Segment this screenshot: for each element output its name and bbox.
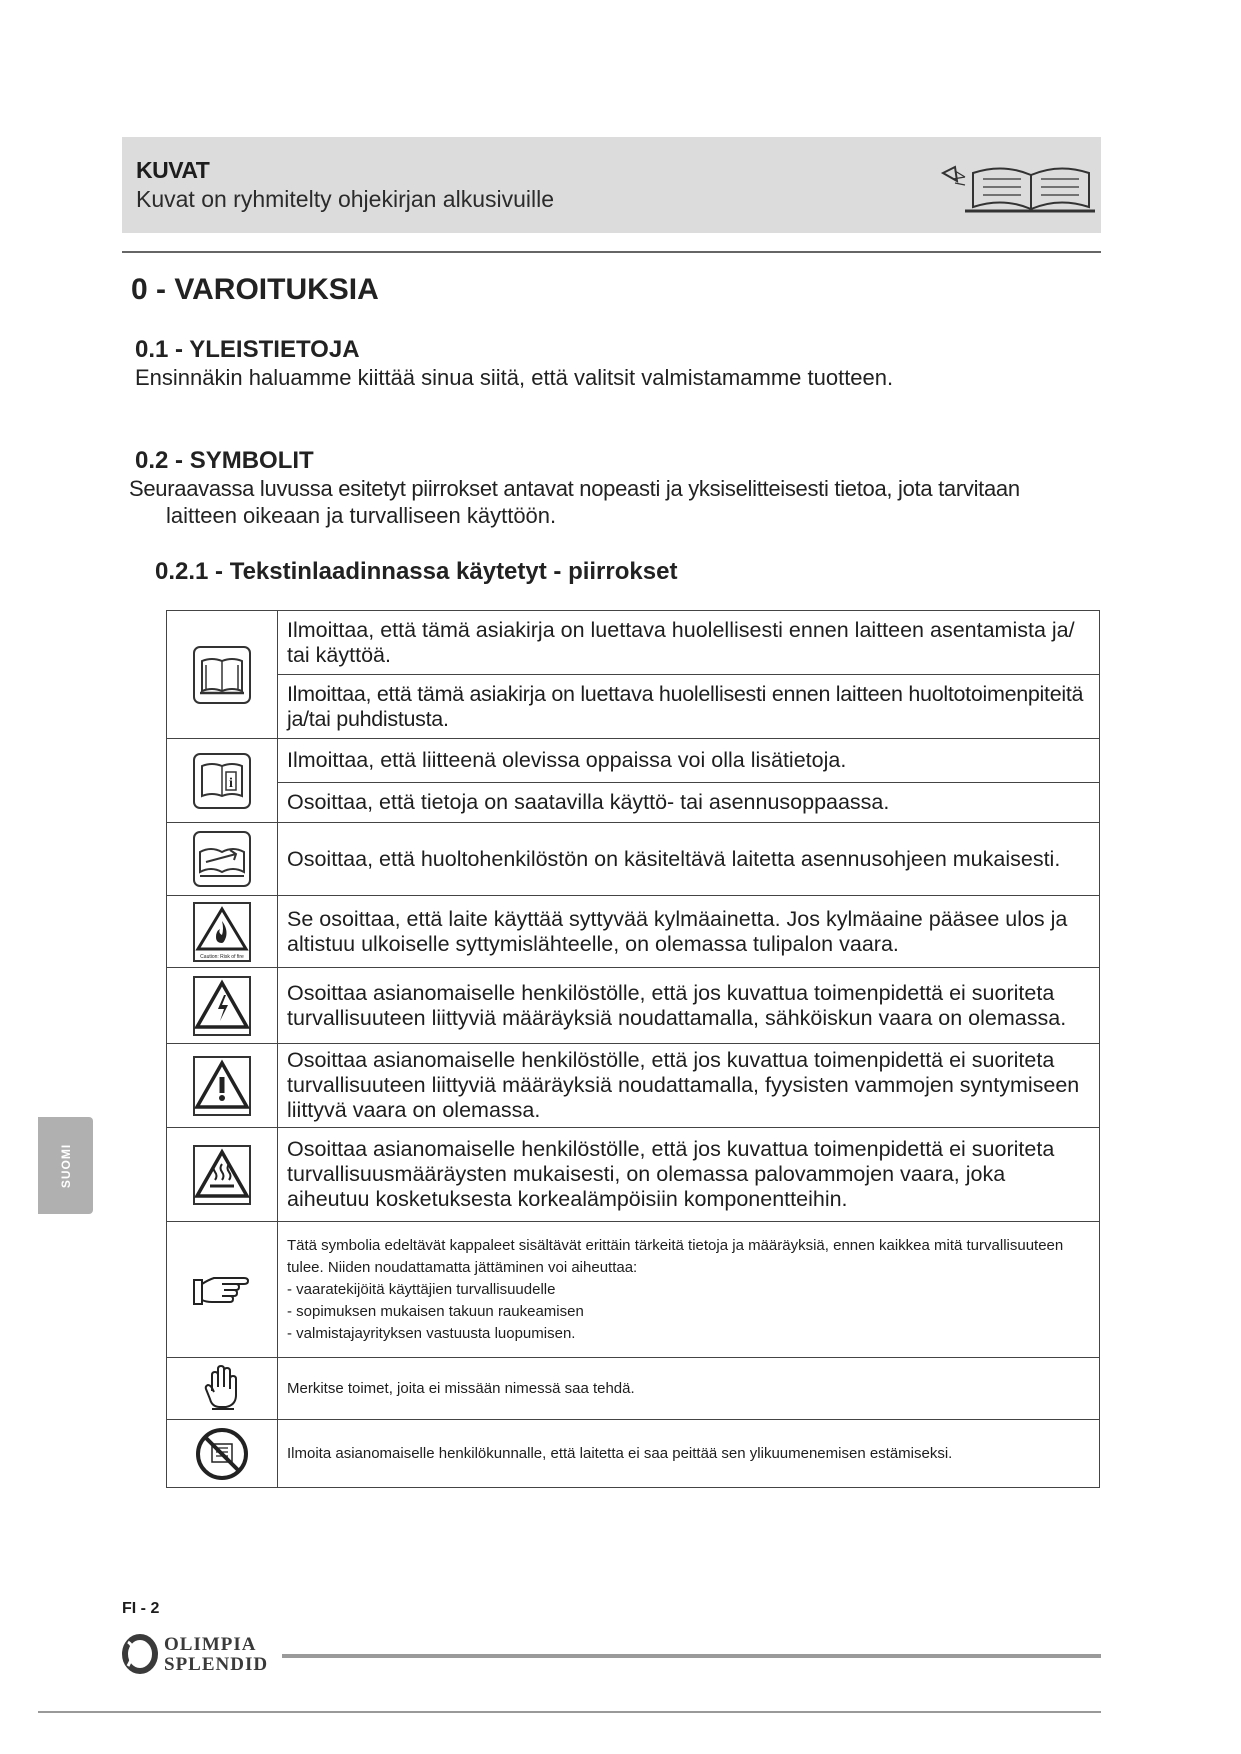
svg-text:i: i <box>229 775 233 791</box>
divider <box>122 251 1101 253</box>
warning-icon <box>192 1055 252 1117</box>
brand-logo <box>120 1634 280 1674</box>
symbol-cell <box>167 1128 278 1222</box>
do-not-cover-icon <box>194 1426 250 1482</box>
section-title-text-symbols: 0.2.1 - Tekstinlaadinnassa käytetyt - piirrokset <box>155 558 678 585</box>
symbol-description: Osoittaa asianomaiselle henkilöstölle, että jos kuvattua toimenpidettä ei suoriteta turvallisuuteen liittyviä määräyksiä noudattamalla, fyysisten vammojen syntymiseen liittyvä vaara on olemassa. <box>278 1044 1100 1128</box>
page-number: FI - 2 <box>122 1600 160 1617</box>
symbols-text-line2: laitteen oikeaan ja turvalliseen käyttöön. <box>166 503 557 528</box>
symbol-cell <box>167 1358 278 1420</box>
table-row <box>167 1420 1100 1488</box>
list-item: - valmistajayrityksen vastuusta luopumisen. <box>287 1324 576 1342</box>
section-title-symbols: 0.2 - SYMBOLIT <box>135 447 314 474</box>
table-row <box>167 1128 1100 1222</box>
table-row <box>167 739 1100 783</box>
electric-shock-icon <box>192 975 252 1037</box>
stop-hand-icon <box>204 1363 240 1415</box>
table-row <box>167 896 1100 968</box>
section-title-warnings: 0 - VAROITUKSIA <box>131 273 379 306</box>
read-manual-icon <box>192 645 252 705</box>
symbol-description: Osoittaa, että tietoja on saatavilla käyttö- tai asennusoppaassa. <box>278 783 1100 823</box>
footer-rule <box>282 1654 1101 1658</box>
page-bottom-rule <box>38 1711 1101 1713</box>
banner-title: KUVAT <box>136 157 210 183</box>
logo-text-line1: OLIMPIA <box>164 1634 257 1655</box>
logo-text-line2: SPLENDID <box>164 1654 269 1675</box>
symbol-description-important <box>278 1222 1100 1358</box>
symbol-cell <box>167 896 278 968</box>
important-intro: Tätä symbolia edeltävät kappaleet sisältävät erittäin tärkeitä tietoja ja määräyksiä, ennen kaikkea mitä turvallisuuteen tulee. Niiden noudattamatta jättäminen voi aiheuttaa: <box>287 1236 1064 1276</box>
symbol-description: Ilmoittaa, että tämä asiakirja on luettava huolellisesti ennen laitteen huoltotoimenpiteitä ja/tai puhdistusta. <box>278 675 1100 739</box>
section-title-general: 0.1 - YLEISTIETOJA <box>135 336 360 363</box>
symbol-description: Ilmoittaa, että tämä asiakirja on luettava huolellisesti ennen laitteen asentamista ja/ tai käyttöä. <box>278 611 1100 675</box>
table-row <box>167 675 1100 739</box>
table-row <box>167 823 1100 896</box>
hot-surface-icon <box>192 1144 252 1206</box>
symbol-cell <box>167 739 278 823</box>
brand-logo-icon <box>120 1634 160 1674</box>
flammable-warning-icon <box>192 901 252 963</box>
symbol-cell <box>167 611 278 739</box>
symbol-cell <box>167 1044 278 1128</box>
symbol-description: Osoittaa asianomaiselle henkilöstölle, että jos kuvattua toimenpidettä ei suoriteta turvallisuusmääräysten mukaisesti, on olemassa palovammojen vaara, joka aiheutuu kosketuksesta korkealämpöisiin komponentteihin. <box>278 1128 1100 1222</box>
info-manual-icon <box>192 752 252 810</box>
table-row <box>167 1044 1100 1128</box>
header-banner <box>122 137 1101 233</box>
symbol-description: Ilmoita asianomaiselle henkilökunnalle, että laitetta ei saa peittää sen ylikuumenemisen estämiseksi. <box>278 1420 1100 1488</box>
symbol-description: Merkitse toimet, joita ei missään nimessä saa tehdä. <box>278 1358 1100 1420</box>
table-row <box>167 1358 1100 1420</box>
open-book-icon <box>925 153 1095 219</box>
pointing-hand-icon <box>192 1270 252 1310</box>
important-list <box>287 1279 1091 1345</box>
symbols-table <box>166 610 1100 1488</box>
list-item: - vaaratekijöitä käyttäjien turvallisuudelle <box>287 1280 556 1298</box>
symbol-cell <box>167 823 278 896</box>
general-text: Ensinnäkin haluamme kiittää sinua siitä, että valitsit valmistamamme tuotteen. <box>135 365 894 390</box>
language-tab-label: SUOMI <box>58 1143 73 1188</box>
flammable-caption: Caution: Risk of fire <box>200 953 244 960</box>
symbol-cell <box>167 968 278 1044</box>
table-row <box>167 968 1100 1044</box>
table-row <box>167 1222 1100 1358</box>
language-tab <box>38 1117 93 1214</box>
symbol-description: Se osoittaa, että laite käyttää syttyvää kylmäainetta. Jos kylmäaine pääsee ulos ja altistuu ulkoiselle syttymislähteelle, on olemassa tulipalon vaara. <box>278 896 1100 968</box>
service-manual-icon <box>192 830 252 888</box>
list-item: - sopimuksen mukaisen takuun raukeamisen <box>287 1302 584 1320</box>
symbol-description: Osoittaa asianomaiselle henkilöstölle, että jos kuvattua toimenpidettä ei suoriteta turvallisuuteen liittyviä määräyksiä noudattamalla, sähköiskun vaara on olemassa. <box>278 968 1100 1044</box>
symbol-description: Ilmoittaa, että liitteenä olevissa oppaissa voi olla lisätietoja. <box>278 739 1100 783</box>
symbol-cell <box>167 1222 278 1358</box>
table-row <box>167 783 1100 823</box>
symbols-text-line1: Seuraavassa luvussa esitetyt piirrokset antavat nopeasti ja yksiselitteisesti tietoa, jota tarvitaan <box>129 476 1020 501</box>
banner-subtitle: Kuvat on ryhmitelty ohjekirjan alkusivuille <box>136 186 555 212</box>
table-row <box>167 611 1100 675</box>
symbol-description: Osoittaa, että huoltohenkilöstön on käsiteltävä laitetta asennusohjeen mukaisesti. <box>278 823 1100 896</box>
symbol-cell <box>167 1420 278 1488</box>
